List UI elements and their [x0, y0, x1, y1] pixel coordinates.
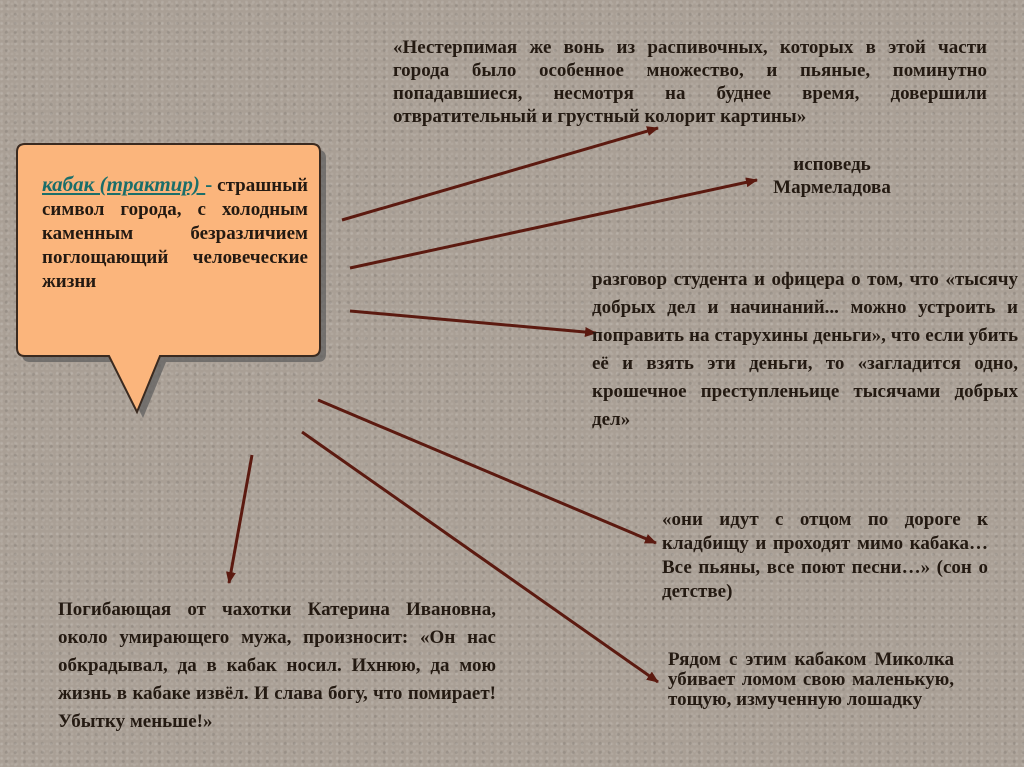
- arrow-to-student-talk: [350, 311, 596, 333]
- keyword-dash: -: [205, 172, 213, 196]
- quote-katerina: Погибающая от чахотки Катерина Ивановна, около умирающего мужа, произносит: «Он нас обкрадывал, да в кабак носил. Ихнюю, да мою жизнь в кабаке извёл. И слава богу, что помирает! Убытку меньше!»: [58, 599, 496, 732]
- quote-marmeladov-confession: исповедь Мармеладова: [773, 154, 891, 198]
- central-concept: [42, 172, 308, 294]
- arrow-to-marmeladov: [350, 180, 757, 268]
- quote-mikolka: Рядом с этим кабаком Миколка убивает ломом свою маленькую, тощую, измученную лошадку: [668, 649, 954, 710]
- quote-stench: «Нестерпимая же вонь из распивочных, которых в этой части города было особенное множество, и пьяные, поминутно попадавшиеся, несмотря на буднее время, довершили отвратительный и грустный колорит картины»: [393, 37, 987, 127]
- keyword-tavern: кабак (трактир): [42, 172, 206, 196]
- arrow-to-katerina: [229, 455, 252, 583]
- arrow-to-quote-stench: [342, 128, 658, 220]
- central-description: страшный символ города, с холодным каменным безразличием поглощающий человеческие жизни: [42, 175, 308, 292]
- quote-dream: «они идут с отцом по дороге к кладбищу и проходят мимо кабака… Все пьяны, все поют песни…» (сон о детстве): [662, 509, 988, 602]
- quote-student-officer: разговор студента и офицера о том, что «тысячу добрых дел и начинаний... можно устроить и поправить на старухины деньги», что если убить её и взять эти деньги, то «загладится одно, крошечное преступленьице тысячами добрых дел»: [592, 269, 1018, 430]
